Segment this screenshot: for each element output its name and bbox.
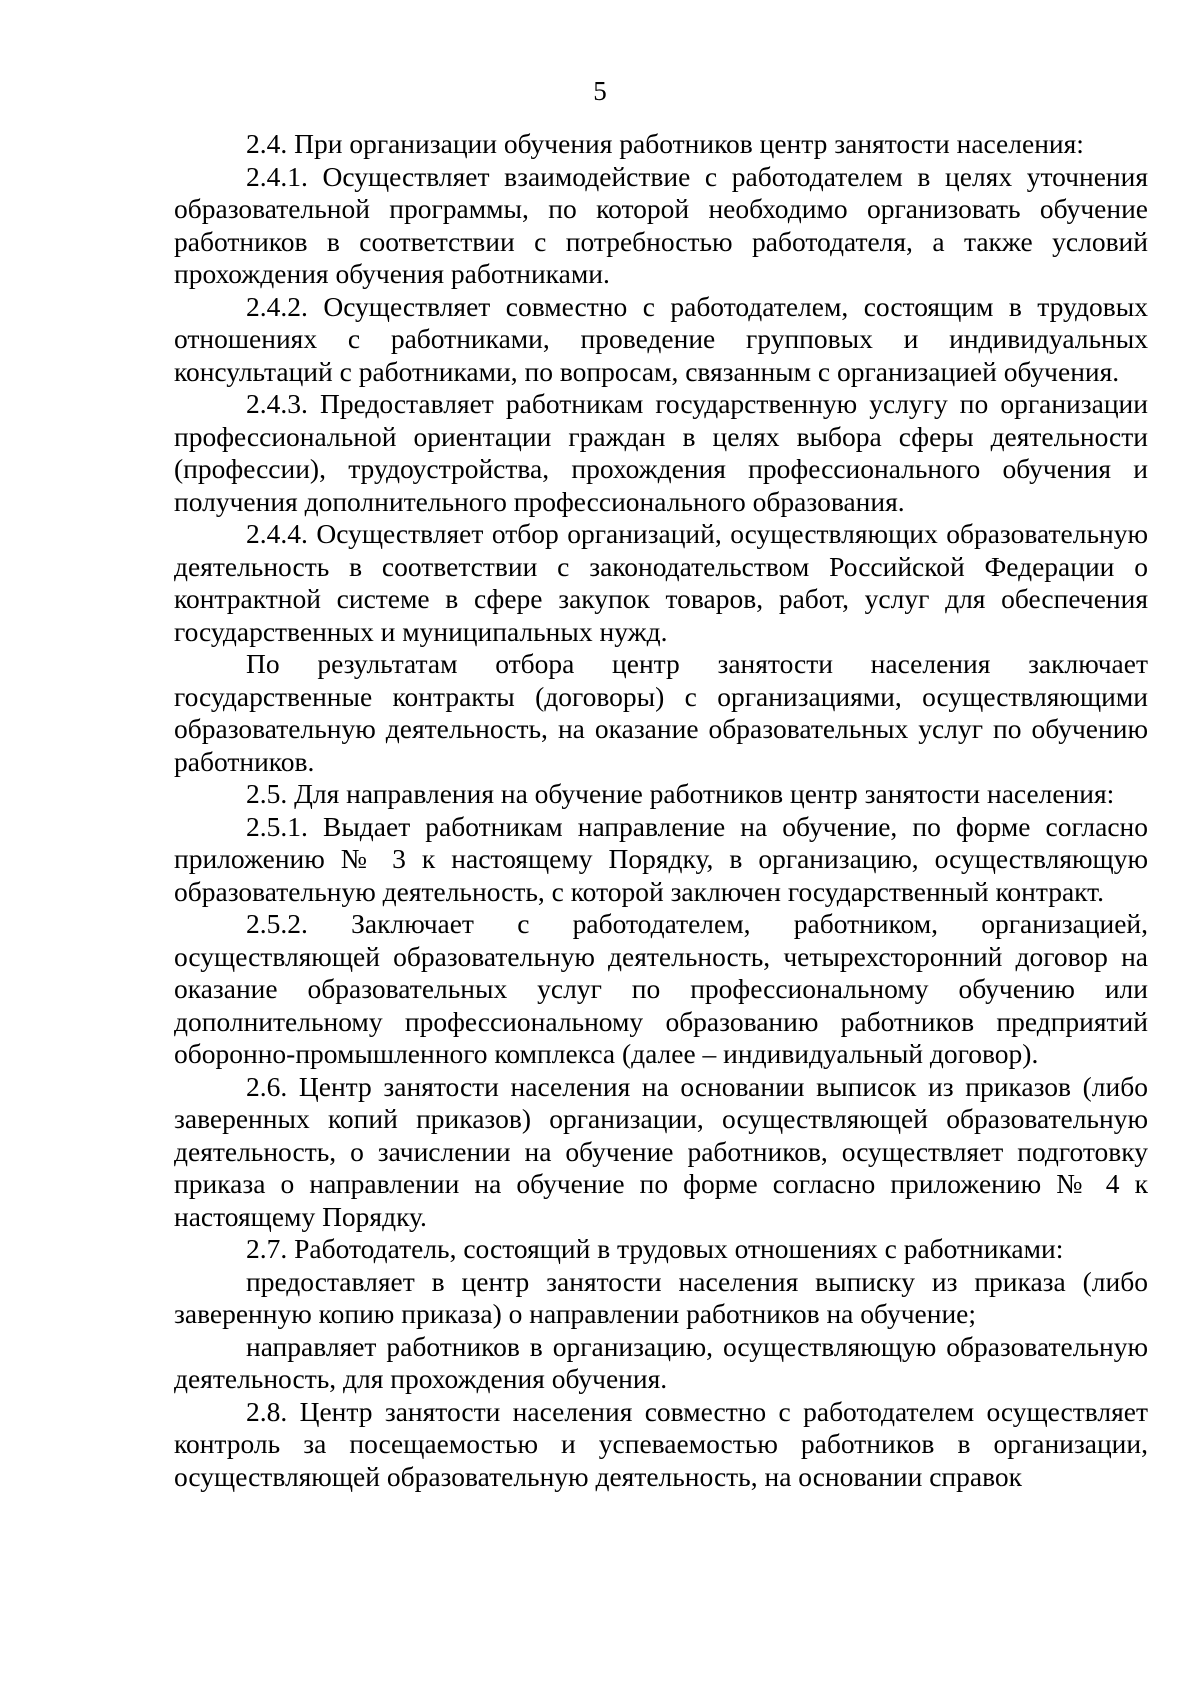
paragraph-2-8: 2.8. Центр занятости населения совместно с работодателем осуществляет контроль за посещаемостью и успеваемостью работников в организации, осуществляющей образовательную деятельность, на основании справок (174, 1395, 1148, 1492)
document-body (174, 128, 1148, 1493)
paragraph-2-4-2: 2.4.2. Осуществляет совместно с работодателем, состоящим в трудовых отношениях с работниками, проведение групповых и индивидуальных консультаций с работниками, по вопросам, связанным с организацией обучения. (174, 290, 1148, 387)
paragraph-selection-results: По результатам отбора центр занятости населения заключает государственные контракты (договоры) с организациями, осуществляющими образовательную деятельность, на оказание образовательных услуг по обучению работников. (174, 648, 1148, 777)
paragraph-2-4-1: 2.4.1. Осуществляет взаимодействие с работодателем в целях уточнения образовательной программы, по которой необходимо организовать обучение работников в соответствии с потребностью работодателя, а также условий прохождения обучения работниками. (174, 160, 1148, 289)
paragraph-2-7-item-1: предоставляет в центр занятости населения выписку из приказа (либо заверенную копию приказа) о направлении работников на обучение; (174, 1265, 1148, 1329)
paragraph-2-5: 2.5. Для направления на обучение работников центр занятости населения: (246, 778, 1115, 809)
paragraph-2-5-1: 2.5.1. Выдает работникам направление на обучение, по форме согласно приложению № 3 к настоящему Порядку, в организацию, осуществляющую образовательную деятельность, с которой заключен государственный контракт. (174, 810, 1148, 907)
paragraph-2-7: 2.7. Работодатель, состоящий в трудовых отношениях с работниками: (246, 1233, 1064, 1264)
paragraph-2-6: 2.6. Центр занятости населения на основании выписок из приказов (либо заверенных копий приказов) организации, осуществляющей образовательную деятельность, о зачислении на обучение работников, осуществляет подготовку приказа о направлении на обучение по форме согласно приложению № 4 к настоящему Порядку. (174, 1070, 1148, 1232)
page-number: 5 (593, 76, 607, 106)
paragraph-2-5-2: 2.5.2. Заключает с работодателем, работником, организацией, осуществляющей образовательную деятельность, четырехсторонний договор на оказание образовательных услуг по профессиональному обучению или дополнительному профессиональному образованию работников предприятий оборонно-промышленного комплекса (далее – индивидуальный договор). (174, 908, 1148, 1069)
paragraph-2-4-3: 2.4.3. Предоставляет работникам государственную услугу по организации профессиональной ориентации граждан в целях выбора сферы деятельности (профессии), трудоустройства, прохождения профессионального обучения и получения дополнительного профессионального образования. (174, 388, 1148, 517)
paragraph-2-7-item-2: направляет работников в организацию, осуществляющую образовательную деятельность, для прохождения обучения. (174, 1330, 1148, 1394)
paragraph-2-4: 2.4. При организации обучения работников центр занятости населения: (246, 128, 1084, 159)
paragraph-2-4-4: 2.4.4. Осуществляет отбор организаций, осуществляющих образовательную деятельность в соответствии с законодательством Российской Федерации о контрактной системе в сфере закупок товаров, работ, услуг для обеспечения государственных и муниципальных нужд. (174, 518, 1148, 647)
